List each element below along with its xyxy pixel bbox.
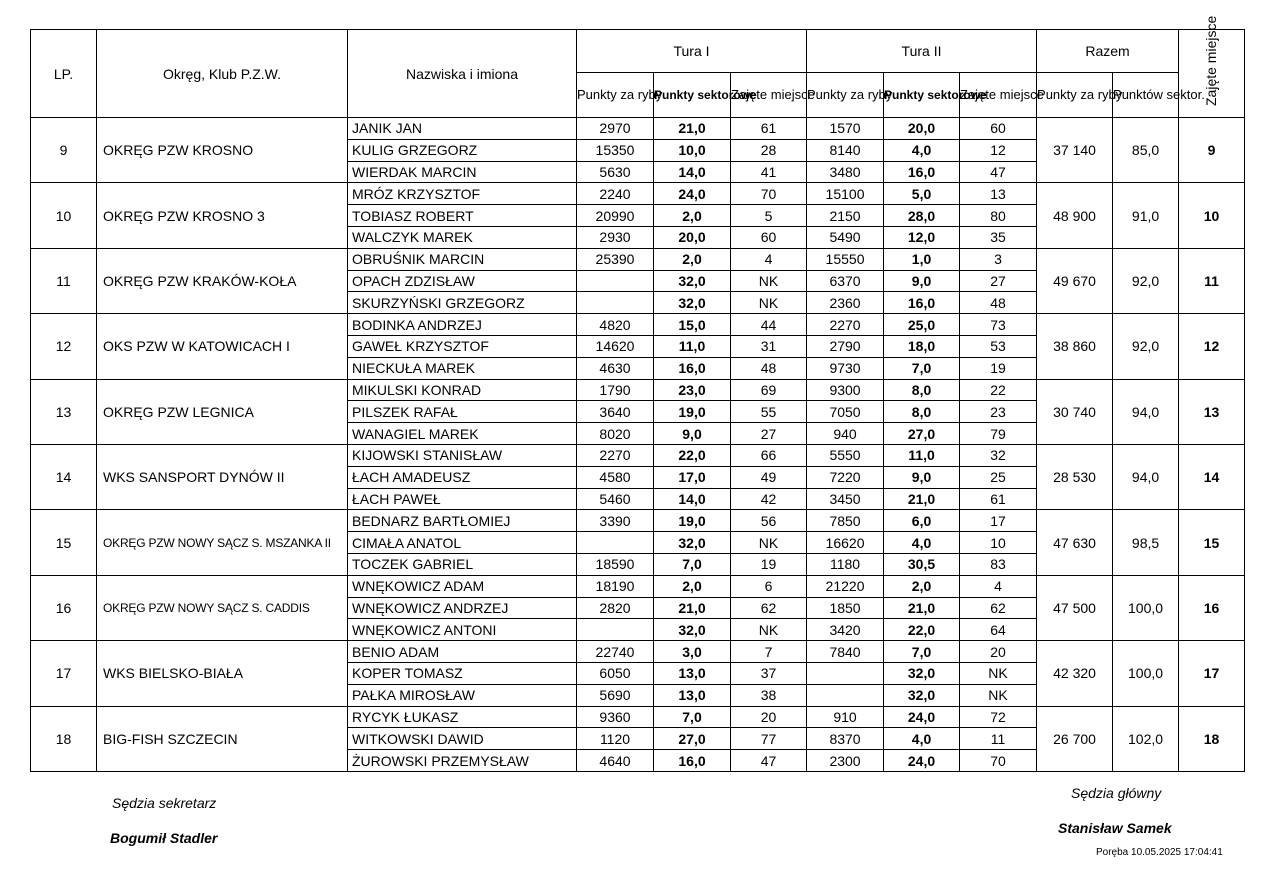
team-total-sector: 100,0 [1113,575,1179,640]
t1-place: NK [731,619,807,641]
t1-fish-points: 1790 [577,379,654,401]
t2-fish-points: 9730 [807,357,884,379]
team-total-sector: 85,0 [1113,118,1179,183]
t2-fish-points: 21220 [807,575,884,597]
competitor-name: PAŁKA MIROSŁAW [348,684,577,706]
table-row [31,510,1245,532]
t1-sector-points: 11,0 [654,335,731,357]
table-row [31,706,1245,728]
t1-place: 31 [731,335,807,357]
team-total-fish: 47 500 [1037,575,1113,640]
team-club: WKS SANSPORT DYNÓW II [97,444,348,509]
team-total-sector: 98,5 [1113,510,1179,575]
t1-fish-points: 14620 [577,335,654,357]
t1-place: 20 [731,706,807,728]
table-row [31,641,1245,663]
t2-fish-points: 2270 [807,314,884,336]
t1-fish-points: 18190 [577,575,654,597]
competitor-name: BODINKA ANDRZEJ [348,314,577,336]
t2-fish-points: 910 [807,706,884,728]
t2-fish-points: 1180 [807,553,884,575]
t1-place: 41 [731,161,807,183]
competitor-name: TOBIASZ ROBERT [348,205,577,227]
t1-fish-points [577,532,654,554]
team-place: 11 [1179,248,1245,313]
t1-fish-points: 2270 [577,444,654,466]
t2-fish-points: 9300 [807,379,884,401]
header-sum-sector: Punktów sektor. [1113,73,1179,118]
t2-sector-points: 12,0 [884,226,960,248]
t1-sector-points: 32,0 [654,270,731,292]
header-place: Zajęte miejsce [1179,30,1245,118]
t1-place: NK [731,270,807,292]
t1-sector-points: 2,0 [654,205,731,227]
t2-sector-points: 24,0 [884,750,960,772]
team-total-fish: 47 630 [1037,510,1113,575]
header-sum-fish: Punkty za ryby [1037,73,1113,118]
t1-fish-points: 2970 [577,118,654,140]
competitor-name: WIERDAK MARCIN [348,161,577,183]
team-lp: 9 [31,118,97,183]
competitor-name: KULIG GRZEGORZ [348,139,577,161]
competitor-name: WNĘKOWICZ ANTONI [348,619,577,641]
team-lp: 16 [31,575,97,640]
team-club: OKRĘG PZW KROSNO 3 [97,183,348,248]
t1-place: 48 [731,357,807,379]
t2-place: 27 [960,270,1037,292]
t1-sector-points: 16,0 [654,750,731,772]
t2-place: 17 [960,510,1037,532]
competitor-name: ŁACH AMADEUSZ [348,466,577,488]
team-place: 17 [1179,641,1245,706]
t2-sector-points: 4,0 [884,728,960,750]
t1-fish-points: 20990 [577,205,654,227]
t2-sector-points: 22,0 [884,619,960,641]
t2-fish-points: 7840 [807,641,884,663]
competitor-name: TOCZEK GABRIEL [348,553,577,575]
team-total-fish: 38 860 [1037,314,1113,379]
t2-place: 11 [960,728,1037,750]
t1-place: 55 [731,401,807,423]
t2-place: 19 [960,357,1037,379]
t1-place: 44 [731,314,807,336]
t1-place: 7 [731,641,807,663]
t2-place: 20 [960,641,1037,663]
t1-sector-points: 24,0 [654,183,731,205]
t2-fish-points: 7850 [807,510,884,532]
t2-fish-points: 8140 [807,139,884,161]
t2-place: 23 [960,401,1037,423]
t2-place: 25 [960,466,1037,488]
t2-place: 61 [960,488,1037,510]
t1-sector-points: 3,0 [654,641,731,663]
team-club: OKS PZW W KATOWICACH I [97,314,348,379]
t2-sector-points: 9,0 [884,466,960,488]
team-place: 12 [1179,314,1245,379]
t2-fish-points: 1570 [807,118,884,140]
t2-sector-points: 28,0 [884,205,960,227]
t1-sector-points: 13,0 [654,684,731,706]
t2-place: 83 [960,553,1037,575]
t1-fish-points: 1120 [577,728,654,750]
team-total-sector: 94,0 [1113,444,1179,509]
header-club: Okręg, Klub P.Z.W. [97,30,348,118]
t1-fish-points: 4580 [577,466,654,488]
team-total-sector: 92,0 [1113,248,1179,313]
t1-sector-points: 17,0 [654,466,731,488]
competitor-name: WNĘKOWICZ ADAM [348,575,577,597]
team-total-sector: 92,0 [1113,314,1179,379]
header-razem: Razem [1037,30,1179,73]
t2-place: 60 [960,118,1037,140]
t1-place: 27 [731,423,807,445]
header-tura-2: Tura II [807,30,1037,73]
team-club: OKRĘG PZW KROSNO [97,118,348,183]
t2-sector-points: 2,0 [884,575,960,597]
team-total-sector: 94,0 [1113,379,1179,444]
table-header [31,15,1245,118]
t1-place: NK [731,532,807,554]
team-place: 13 [1179,379,1245,444]
t1-sector-points: 21,0 [654,597,731,619]
t1-fish-points: 4630 [577,357,654,379]
t1-fish-points: 3390 [577,510,654,532]
t1-fish-points [577,292,654,314]
t2-sector-points: 32,0 [884,662,960,684]
t1-fish-points: 6050 [577,662,654,684]
t2-sector-points: 16,0 [884,292,960,314]
t1-fish-points: 5690 [577,684,654,706]
header-tura-1: Tura I [577,30,807,73]
t1-place: 56 [731,510,807,532]
t2-sector-points: 8,0 [884,401,960,423]
t2-sector-points: 25,0 [884,314,960,336]
team-place: 18 [1179,706,1245,771]
team-total-sector: 100,0 [1113,641,1179,706]
t2-sector-points: 1,0 [884,248,960,270]
competitor-name: CIMAŁA ANATOL [348,532,577,554]
table-row [31,314,1245,336]
t1-place: 49 [731,466,807,488]
team-total-sector: 91,0 [1113,183,1179,248]
t1-place: 42 [731,488,807,510]
team-place: 10 [1179,183,1245,248]
t2-sector-points: 18,0 [884,335,960,357]
t1-fish-points: 5630 [577,161,654,183]
t2-fish-points: 940 [807,423,884,445]
t1-sector-points: 7,0 [654,553,731,575]
header-t1-place: Zajęte miejsce [731,73,807,118]
competitor-name: KIJOWSKI STANISŁAW [348,444,577,466]
t1-place: 6 [731,575,807,597]
competitor-name: KOPER TOMASZ [348,662,577,684]
t1-place: 28 [731,139,807,161]
t1-sector-points: 15,0 [654,314,731,336]
competitor-name: MRÓZ KRZYSZTOF [348,183,577,205]
t1-place: 70 [731,183,807,205]
t2-fish-points: 2300 [807,750,884,772]
t2-place: 13 [960,183,1037,205]
competitor-name: SKURZYŃSKI GRZEGORZ [348,292,577,314]
t2-place: 80 [960,205,1037,227]
t1-place: 69 [731,379,807,401]
t1-fish-points: 2240 [577,183,654,205]
competitor-name: OBRUŚNIK MARCIN [348,248,577,270]
competitor-name: WNĘKOWICZ ANDRZEJ [348,597,577,619]
t1-fish-points: 9360 [577,706,654,728]
chief-judge-label: Sędzia główny [1071,785,1162,801]
team-club: WKS BIELSKO-BIAŁA [97,641,348,706]
t1-place: NK [731,292,807,314]
t1-sector-points: 20,0 [654,226,731,248]
team-total-fish: 37 140 [1037,118,1113,183]
team-club: OKRĘG PZW NOWY SĄCZ S. MSZANKA II [97,510,348,575]
t2-sector-points: 30,5 [884,553,960,575]
t1-fish-points: 3640 [577,401,654,423]
t1-sector-points: 2,0 [654,248,731,270]
t2-place: 73 [960,314,1037,336]
t2-fish-points: 3480 [807,161,884,183]
competitor-name: OPACH ZDZISŁAW [348,270,577,292]
t2-fish-points: 5550 [807,444,884,466]
team-lp: 14 [31,444,97,509]
team-club: OKRĘG PZW LEGNICA [97,379,348,444]
t2-fish-points: 2150 [807,205,884,227]
competitor-name: JANIK JAN [348,118,577,140]
t2-fish-points: 7220 [807,466,884,488]
team-club: OKRĘG PZW KRAKÓW-KOŁA [97,248,348,313]
t1-fish-points: 22740 [577,641,654,663]
secretary-label: Sędzia sekretarz [112,795,217,811]
competitor-name: ŻUROWSKI PRZEMYSŁAW [348,750,577,772]
t2-place: 22 [960,379,1037,401]
t1-fish-points: 4640 [577,750,654,772]
t1-fish-points: 2820 [577,597,654,619]
t2-place: 10 [960,532,1037,554]
t2-fish-points: 3450 [807,488,884,510]
header-t2-sector: Punkty sektorowe [884,73,960,118]
team-total-fish: 49 670 [1037,248,1113,313]
t1-sector-points: 19,0 [654,510,731,532]
t2-fish-points [807,662,884,684]
t2-fish-points: 6370 [807,270,884,292]
t2-place: 48 [960,292,1037,314]
team-place: 9 [1179,118,1245,183]
t1-place: 77 [731,728,807,750]
t2-place: 3 [960,248,1037,270]
t2-sector-points: 7,0 [884,641,960,663]
t2-sector-points: 27,0 [884,423,960,445]
competitor-name: WANAGIEL MAREK [348,423,577,445]
t2-sector-points: 4,0 [884,532,960,554]
table-row [31,444,1245,466]
table-row [31,118,1245,140]
t2-sector-points: 9,0 [884,270,960,292]
header-t1-fish: Punkty za ryby [577,73,654,118]
t2-sector-points: 6,0 [884,510,960,532]
team-total-fish: 26 700 [1037,706,1113,771]
t1-place: 19 [731,553,807,575]
competitor-name: MIKULSKI KONRAD [348,379,577,401]
t2-sector-points: 11,0 [884,444,960,466]
competitor-name: WALCZYK MAREK [348,226,577,248]
t2-place: 12 [960,139,1037,161]
t1-fish-points: 18590 [577,553,654,575]
t1-sector-points: 10,0 [654,139,731,161]
t1-sector-points: 22,0 [654,444,731,466]
table-row [31,183,1245,205]
t2-fish-points: 3420 [807,619,884,641]
t1-sector-points: 16,0 [654,357,731,379]
t1-place: 62 [731,597,807,619]
t1-sector-points: 19,0 [654,401,731,423]
t1-sector-points: 14,0 [654,161,731,183]
t2-sector-points: 21,0 [884,488,960,510]
t2-fish-points [807,684,884,706]
t2-place: 35 [960,226,1037,248]
t2-sector-points: 20,0 [884,118,960,140]
t1-sector-points: 14,0 [654,488,731,510]
t2-place: 72 [960,706,1037,728]
t1-place: 60 [731,226,807,248]
team-lp: 17 [31,641,97,706]
competitor-name: BENIO ADAM [348,641,577,663]
t2-fish-points: 15100 [807,183,884,205]
t2-sector-points: 32,0 [884,684,960,706]
t2-sector-points: 4,0 [884,139,960,161]
t1-fish-points: 15350 [577,139,654,161]
t2-place: 53 [960,335,1037,357]
results-table [30,15,1245,772]
chief-judge-name: Stanisław Samek [1058,820,1172,836]
competitor-name: PILSZEK RAFAŁ [348,401,577,423]
team-lp: 15 [31,510,97,575]
team-lp: 12 [31,314,97,379]
secretary-name: Bogumił Stadler [110,830,218,846]
t2-fish-points: 2790 [807,335,884,357]
t2-place: 70 [960,750,1037,772]
t1-fish-points: 4820 [577,314,654,336]
t1-fish-points: 25390 [577,248,654,270]
t1-sector-points: 13,0 [654,662,731,684]
competitor-name: NIECKUŁA MAREK [348,357,577,379]
team-total-sector: 102,0 [1113,706,1179,771]
t2-sector-points: 5,0 [884,183,960,205]
t2-sector-points: 16,0 [884,161,960,183]
t1-fish-points [577,619,654,641]
t2-fish-points: 2360 [807,292,884,314]
t1-sector-points: 7,0 [654,706,731,728]
header-t2-place: Zajęte miejsce [960,73,1037,118]
t2-sector-points: 7,0 [884,357,960,379]
competitor-name: WITKOWSKI DAWID [348,728,577,750]
table-row [31,379,1245,401]
t2-place: 32 [960,444,1037,466]
t2-place: NK [960,662,1037,684]
t1-sector-points: 32,0 [654,532,731,554]
t1-sector-points: 27,0 [654,728,731,750]
t2-fish-points: 8370 [807,728,884,750]
t2-place: NK [960,684,1037,706]
header-t2-fish: Punkty za ryby [807,73,884,118]
t1-place: 38 [731,684,807,706]
t2-fish-points: 16620 [807,532,884,554]
t1-sector-points: 23,0 [654,379,731,401]
table-row [31,248,1245,270]
header-lp: LP. [31,30,97,118]
t1-sector-points: 2,0 [654,575,731,597]
t1-place: 66 [731,444,807,466]
team-lp: 10 [31,183,97,248]
t2-fish-points: 15550 [807,248,884,270]
t2-fish-points: 5490 [807,226,884,248]
team-place: 16 [1179,575,1245,640]
t1-sector-points: 32,0 [654,292,731,314]
competitor-name: ŁACH PAWEŁ [348,488,577,510]
competitor-name: GAWEŁ KRZYSZTOF [348,335,577,357]
team-place: 15 [1179,510,1245,575]
team-place: 14 [1179,444,1245,509]
team-total-fish: 28 530 [1037,444,1113,509]
t1-place: 61 [731,118,807,140]
t2-place: 64 [960,619,1037,641]
competitor-name: BEDNARZ BARTŁOMIEJ [348,510,577,532]
t2-place: 4 [960,575,1037,597]
team-club: OKRĘG PZW NOWY SĄCZ S. CADDIS [97,575,348,640]
t2-place: 79 [960,423,1037,445]
date-stamp: Poręba 10.05.2025 17:04:41 [1096,847,1223,858]
t2-place: 62 [960,597,1037,619]
team-lp: 11 [31,248,97,313]
team-total-fish: 48 900 [1037,183,1113,248]
t2-sector-points: 24,0 [884,706,960,728]
header-names: Nazwiska i imiona [348,30,577,118]
t1-place: 37 [731,662,807,684]
team-total-fish: 42 320 [1037,641,1113,706]
header-t1-sector: Punkty sektorowe [654,73,731,118]
t2-place: 47 [960,161,1037,183]
t1-place: 47 [731,750,807,772]
t1-sector-points: 9,0 [654,423,731,445]
t1-place: 5 [731,205,807,227]
team-lp: 13 [31,379,97,444]
t1-fish-points: 2930 [577,226,654,248]
t1-place: 4 [731,248,807,270]
t1-fish-points [577,270,654,292]
team-lp: 18 [31,706,97,771]
t2-fish-points: 7050 [807,401,884,423]
table-body [31,118,1245,772]
t1-sector-points: 32,0 [654,619,731,641]
t1-sector-points: 21,0 [654,118,731,140]
t2-fish-points: 1850 [807,597,884,619]
team-club: BIG-FISH SZCZECIN [97,706,348,771]
team-total-fish: 30 740 [1037,379,1113,444]
t1-fish-points: 8020 [577,423,654,445]
t2-sector-points: 21,0 [884,597,960,619]
t1-fish-points: 5460 [577,488,654,510]
table-row [31,575,1245,597]
t2-sector-points: 8,0 [884,379,960,401]
competitor-name: RYCYK ŁUKASZ [348,706,577,728]
